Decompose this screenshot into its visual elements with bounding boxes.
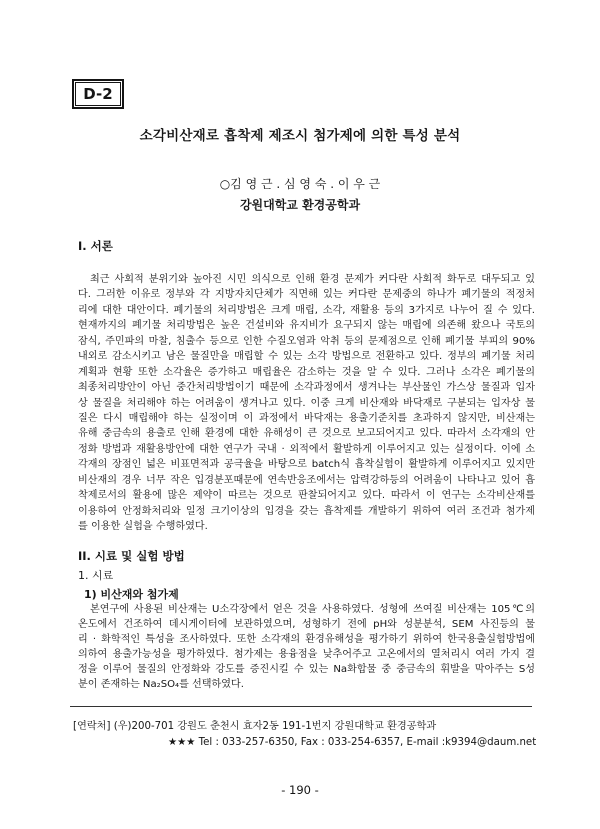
session-tag: D-2 <box>72 79 124 109</box>
paper-title: 소각비산재로 흡착제 제조시 첨가제에 의한 특성 분석 <box>139 128 461 144</box>
paragraph-line: 비산재의 경우 너무 작은 입경분포때문에 연속반응조에서는 압력강하등의 어려움이 나타나고 있어 흡 <box>78 474 535 486</box>
paragraph-line: 계획과 현황 또한 소각율은 증가하고 매립율은 감소하는 것을 알 수 있다. 그러나 소각은 폐기물의 <box>78 366 535 378</box>
paragraph-line: 내외로 감소시키고 남은 물질만을 매립할 수 있는 소각 방법으로 전환하고 있다. 정부의 폐기물 처리 <box>78 351 535 363</box>
paragraph-line: 최종처리방안이 아닌 중간처리방법이기 때문에 소각과정에서 생겨나는 부산물인 가스상 물질과 입자 <box>78 382 535 394</box>
paragraph-line: 유해 중금속의 용출로 인해 환경에 대한 유해성이 큰 것으로 보고되어지고 있다. 따라서 소각재의 안 <box>78 428 535 440</box>
paragraph-line: 온도에서 건조하여 데시게이터에 보관하였으며, 성형하기 전에 pH와 성분분석, SEM 사진등의 물 <box>78 619 535 630</box>
paragraph-line: 착제로서의 활용에 많은 제약이 따르는 것으로 판찰되어지고 있다. 따라서 이 연구는 소각비산재를 <box>78 490 535 502</box>
author-list: ○김 영 근 . 심 영 숙 . 이 우 근 <box>219 177 381 191</box>
paragraph-line: 질은 다시 매립해야 하는 실정이며 이 과정에서 바닥재는 용출기준치를 초과하지 않지만, 비산재는 <box>78 412 535 424</box>
footnote-divider <box>70 706 532 707</box>
paragraph-line: 각재의 장점인 넓은 비표면적과 공극율을 바탕으로 batch식 흡착실험이 활발하게 이루어지고 있지만 <box>78 459 535 471</box>
paragraph-line: 를 이용한 실험을 수행하였다. <box>78 521 208 532</box>
subsection-heading-samples: 1. 시료 <box>78 569 114 582</box>
page-number: - 190 - <box>281 783 319 797</box>
paragraph-line: 본연구에 사용된 비산재는 U소각장에서 얻은 것을 사용하였다. 성형에 쓰여질 비산재는 105℃의 <box>90 604 535 615</box>
paragraph-line: 분이 존재하는 Na₂SO₄를 선택하였다. <box>78 679 245 690</box>
contact-address: [연락처] (우)200-701 강원도 춘천시 효자2동 191-1번지 강원대학교 환경공학과 <box>73 721 437 732</box>
subsubsection-heading-flyash-additives: 1) 비산재와 첨가제 <box>84 588 179 601</box>
paragraph-line: 최근 사회적 분위기와 높아진 시민 의식으로 인해 환경 문제가 커다란 사회적 화두로 대두되고 있 <box>90 274 535 285</box>
methods-paragraph <box>78 602 535 692</box>
paragraph-line: 현재까지의 폐기물 처리방법은 높은 건설비와 유지비가 요구되지 않는 매립에 의존해 왔으나 국토의 <box>78 320 535 332</box>
paragraph-line: 정을 이루어 물질의 안정화와 강도를 증진시킬 수 있는 Na화합물 중 중금속의 휘발을 막아주는 S성 <box>78 664 535 675</box>
paragraph-line: 다. 그러한 이유로 정부와 각 지방자치단체가 직면해 있는 커다란 문제중의 하나가 폐기물의 적정처 <box>78 289 535 301</box>
paragraph-line: 정화 방법과 재활용방안에 대한 연구가 국내 · 외적에서 활발하게 이루어지고 있는 실정이다. 이에 소 <box>78 443 535 455</box>
paragraph-line: 이용하여 안정화처리와 일정 크기이상의 입경을 갖는 흡착제를 개발하기 위하여 여러 조건과 첨가제 <box>78 505 535 517</box>
section-heading-introduction: I. 서론 <box>78 239 113 253</box>
paragraph-line: 의하여 용출가능성을 평가하였다. 첨가제는 용융점을 낮추어주고 고온에서의 열처리시 여러 가지 결 <box>78 649 535 660</box>
paragraph-line: 잠식, 주민파의 마찰, 침출수 등으로 인한 수질오염과 악취 등의 문제점으로 인해 폐기물 부피의 90% <box>78 335 535 347</box>
introduction-paragraph <box>78 272 535 534</box>
affiliation: 강원대학교 환경공학과 <box>239 198 361 212</box>
paragraph-line: 리 · 화학적인 특성을 조사하였다. 또한 소각재의 환경유해성을 평가하기 위하여 한국용출실험방법에 <box>78 634 535 645</box>
contact-phone-email: ★★★ Tel : 033-257-6350, Fax : 033-254-6357, E-mail :k9394@daum.net <box>168 737 537 748</box>
paragraph-line: 상 물질을 처리해야 하는 어려움이 생겨나고 있다. 이중 크게 비산재와 바닥재로 구분되는 입자상 물 <box>78 397 535 409</box>
section-heading-methods: II. 시료 및 실험 방법 <box>78 549 185 563</box>
paragraph-line: 리에 대한 대안이다. 폐기물의 처리방법은 크게 매립, 소각, 재활용 등의 3가지로 나누어 질 수 있다. <box>78 304 535 316</box>
